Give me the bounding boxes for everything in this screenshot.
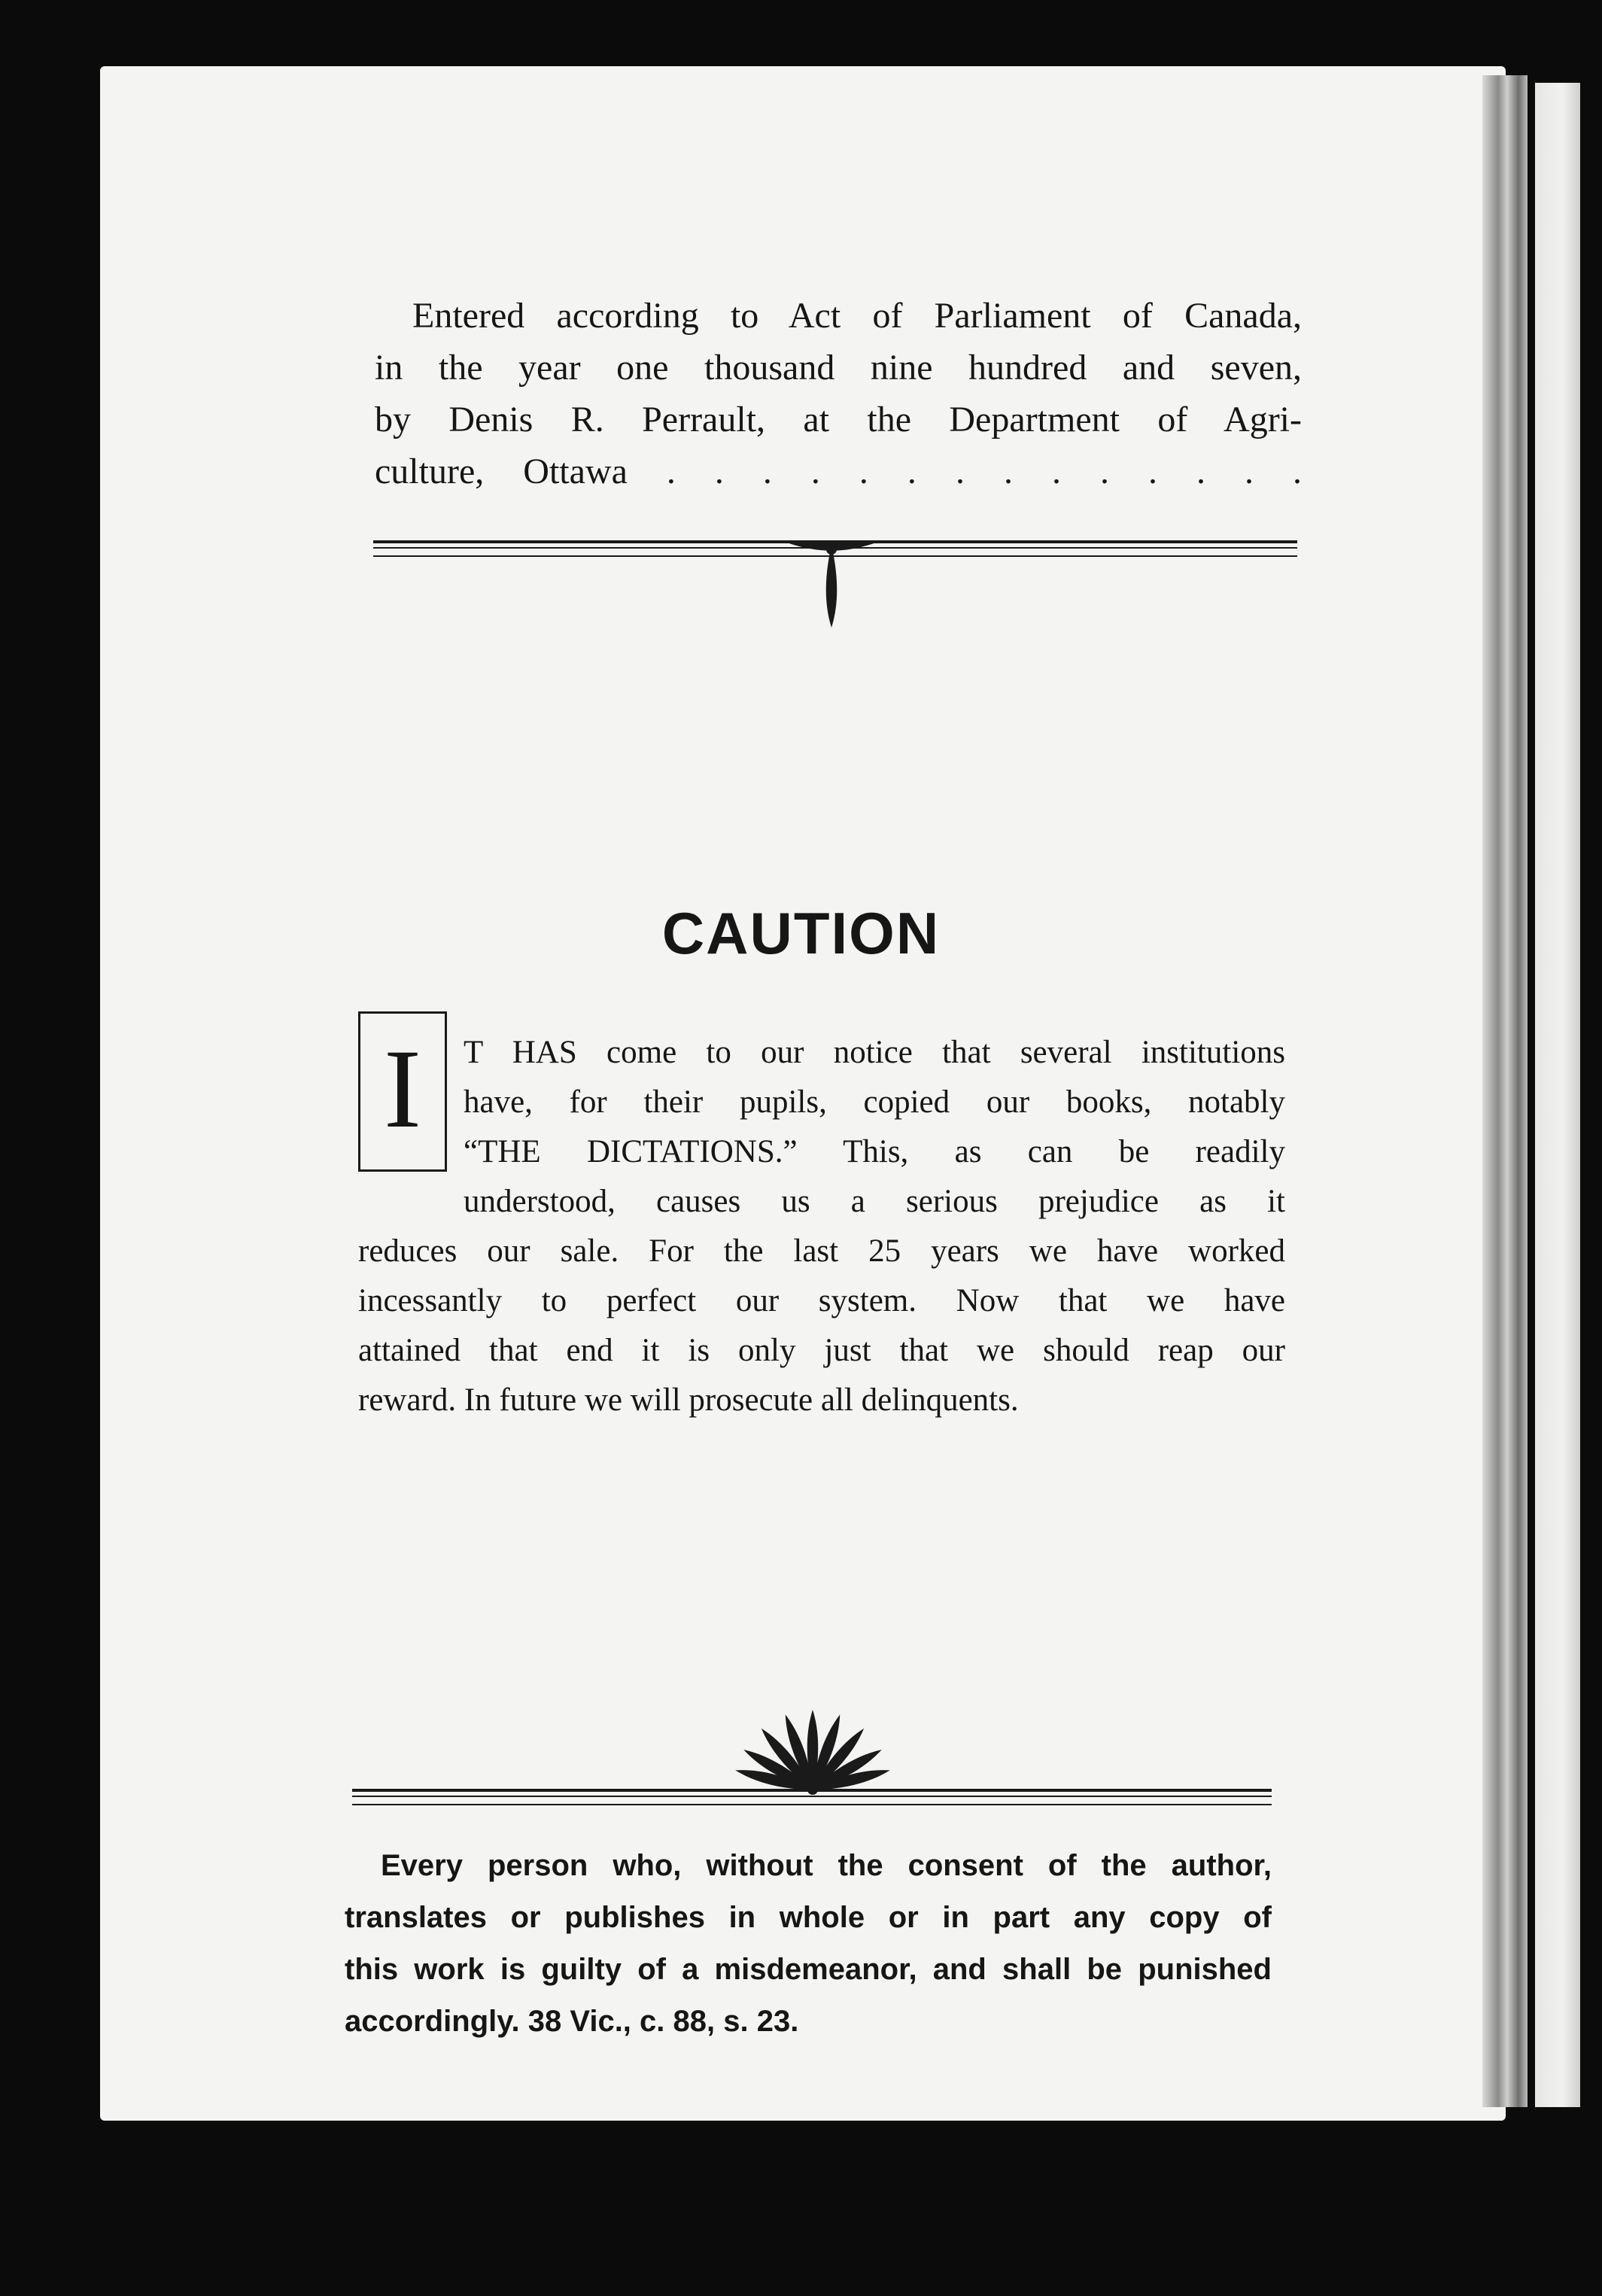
caution-line: understood, causes us a serious prejudice as it xyxy=(464,1184,1285,1219)
caution-line: reduces our sale. For the last 25 years we have worked xyxy=(358,1233,1285,1269)
caution-line: attained that end it is only just that we should reap our xyxy=(358,1333,1285,1368)
caution-paragraph xyxy=(358,1028,1285,1425)
legal-warning xyxy=(345,1840,1272,2048)
top-fan-ornament xyxy=(745,543,918,630)
copyright-line: by Denis R. Perrault, at the Department of Agri- xyxy=(375,400,1302,439)
book-spine xyxy=(1482,75,1528,2107)
copyright-line: culture, Ottawa . . . . . . . . . . . . . . xyxy=(375,452,1302,491)
copyright-line: in the year one thousand nine hundred and seven, xyxy=(375,348,1302,388)
warning-line: translates or publishes in whole or in part any copy of xyxy=(345,1901,1272,1934)
caution-line: have, for their pupils, copied our books, notably xyxy=(464,1084,1285,1120)
warning-line: accordingly. 38 Vic., c. 88, s. 23. xyxy=(345,2005,799,2038)
facing-page-edge xyxy=(1535,83,1580,2107)
copyright-notice xyxy=(375,290,1302,497)
bottom-divider-rule xyxy=(352,1789,1272,1805)
warning-line: this work is guilty of a misdemeanor, and shall be punished xyxy=(345,1953,1272,1986)
warning-line: Every person who, without the consent of the author, xyxy=(381,1849,1272,1882)
drop-cap-initial: I xyxy=(358,1011,447,1172)
caution-heading: CAUTION xyxy=(661,900,941,966)
caution-line: T HAS come to our notice that several institutions xyxy=(464,1035,1285,1070)
caution-line: “THE DICTATIONS.” This, as can be readily xyxy=(464,1134,1285,1169)
copyright-line: Entered according to Act of Parliament of Canada, xyxy=(412,296,1302,336)
caution-line: reward. In future we will prosecute all delinquents. xyxy=(358,1382,1019,1418)
bottom-fan-ornament xyxy=(726,1708,899,1795)
caution-line: incessantly to perfect our system. Now that we have xyxy=(358,1283,1285,1318)
